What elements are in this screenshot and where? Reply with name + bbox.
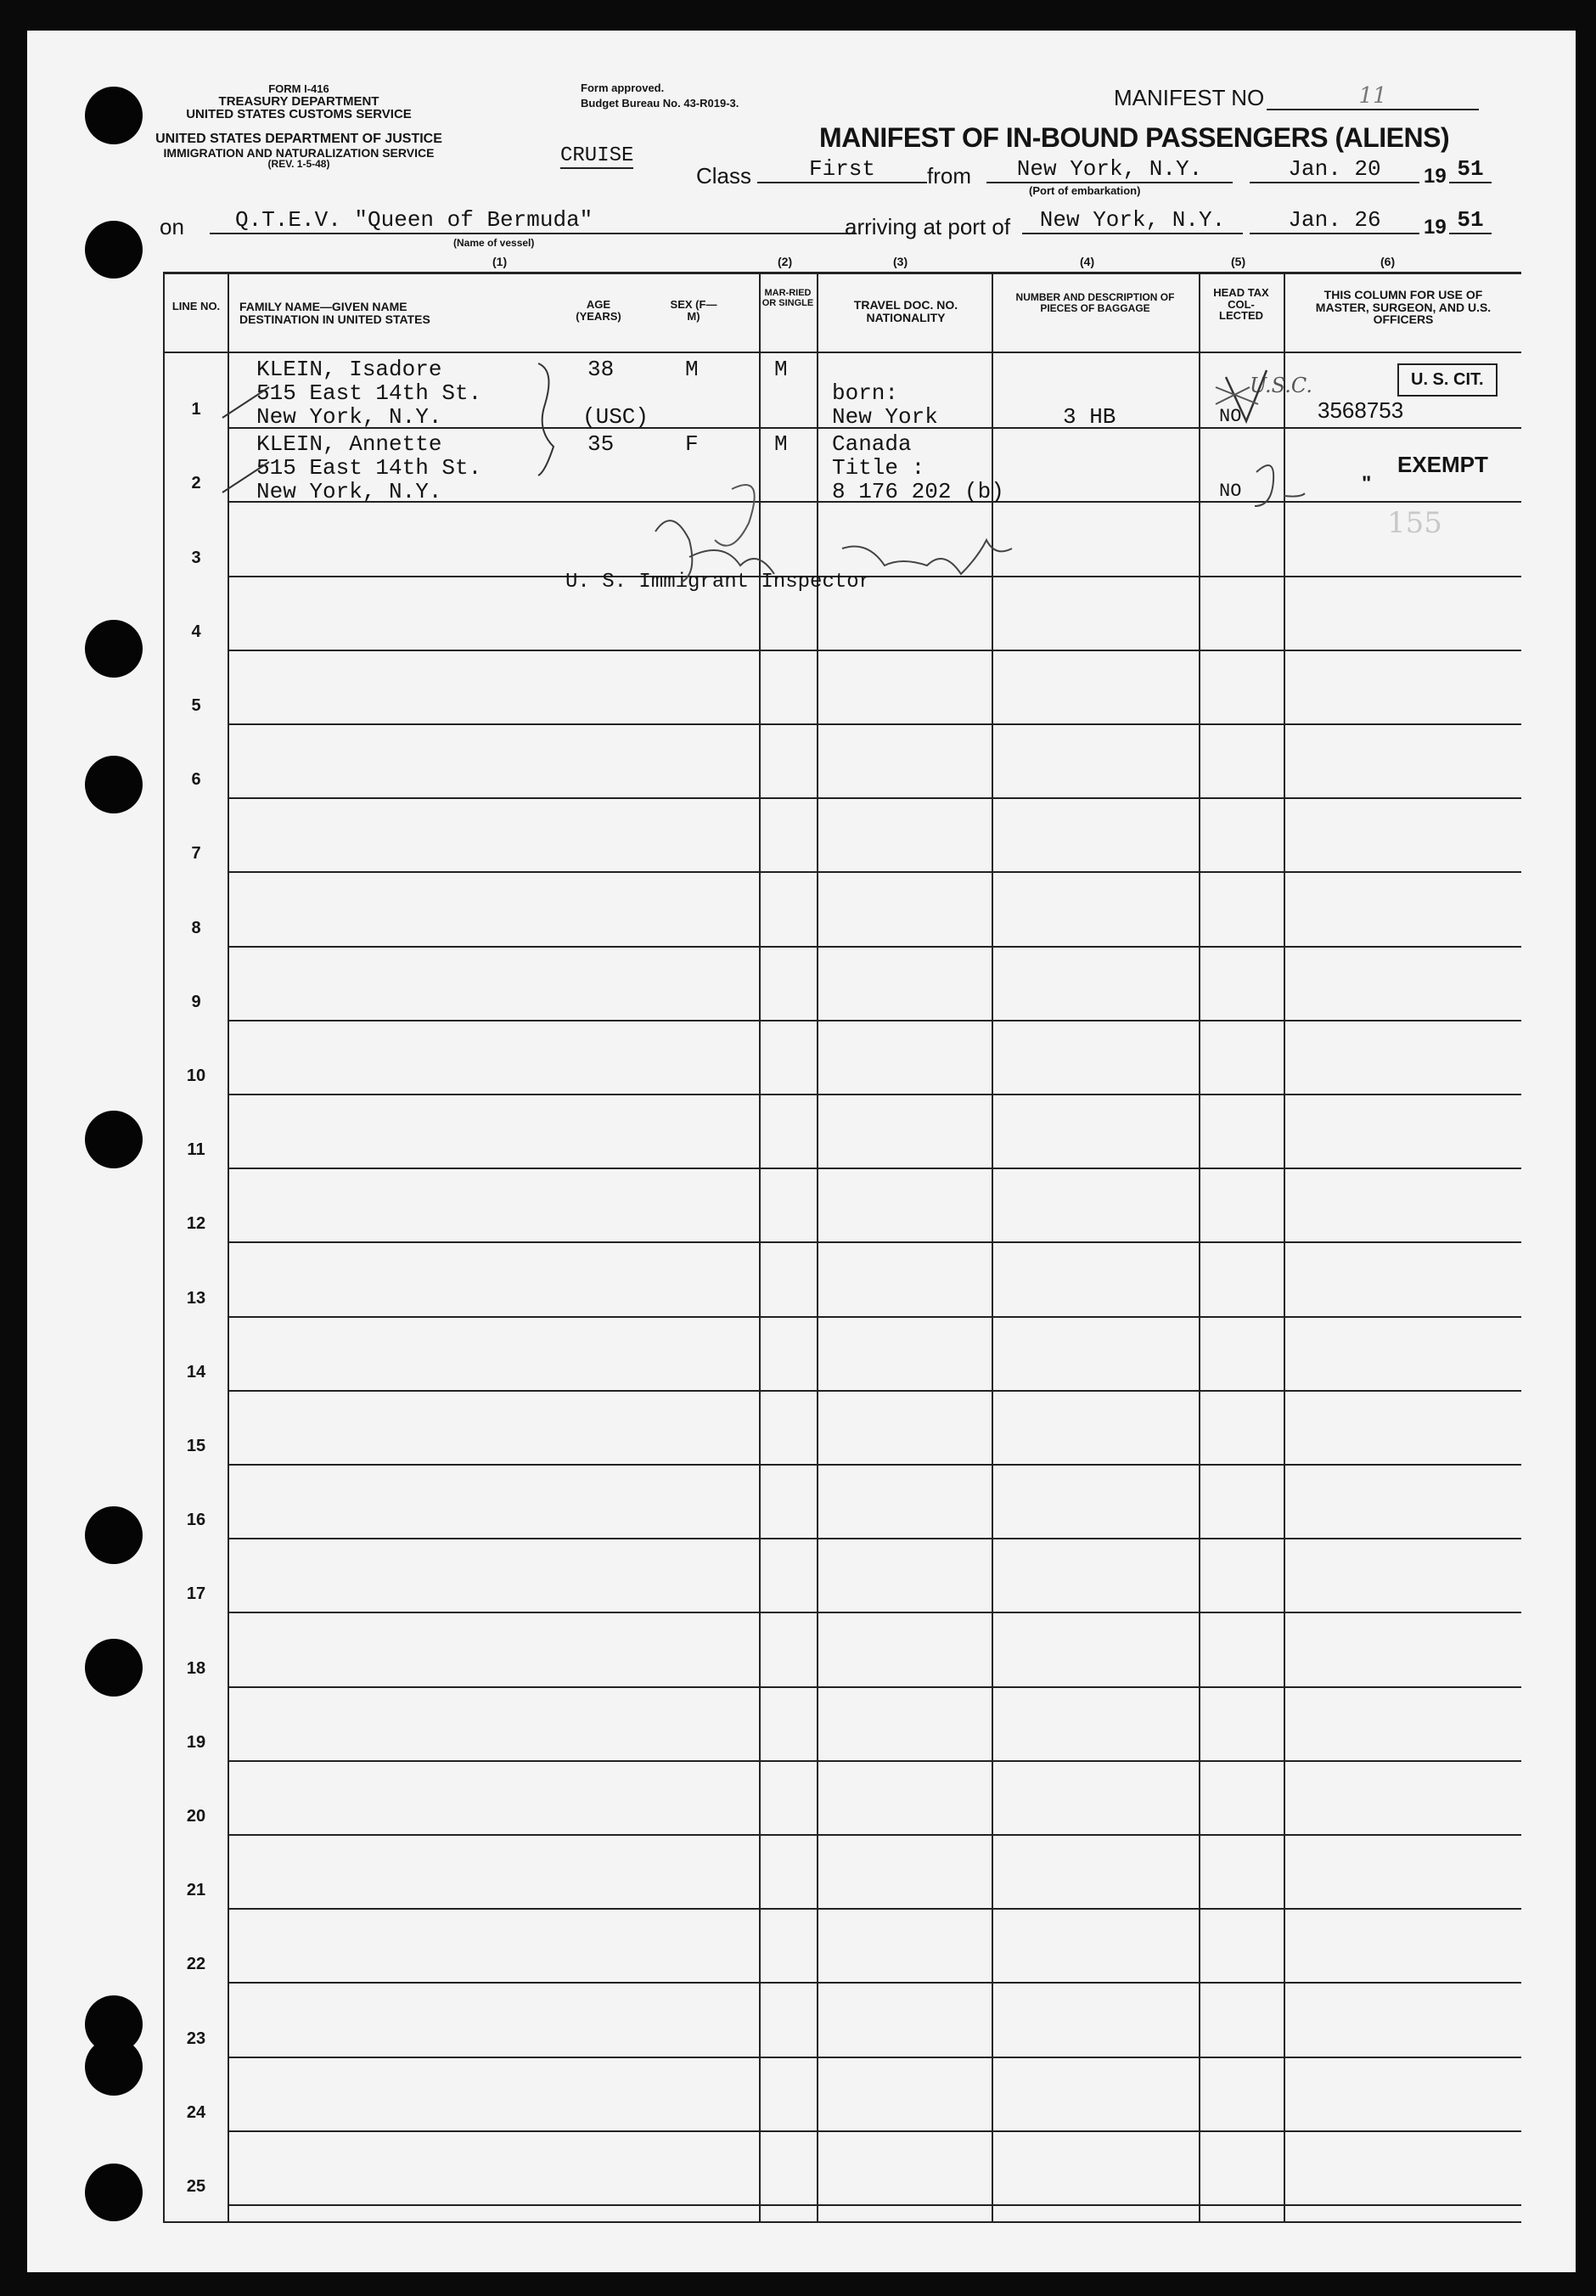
row1-officer: 3568753 [1318, 397, 1404, 423]
line-number: 9 [191, 992, 201, 1011]
row1-marital: M [774, 357, 788, 382]
line-number: 21 [186, 1881, 206, 1900]
binder-hole [85, 2038, 143, 2096]
inspector-signature [655, 521, 1012, 582]
hdr-age: AGE (YEARS) [576, 298, 621, 323]
arrive-date: Jan. 26 [1250, 207, 1419, 234]
row2-age: 35 [587, 431, 615, 457]
hdr-baggage: NUMBER AND DESCRIPTION OF PIECES OF BAGGAGE [1015, 291, 1175, 314]
row2-marital: M [774, 431, 788, 457]
row2-nine-mark [1255, 465, 1305, 506]
row2-doc-line2: Title : [832, 455, 925, 481]
row1-tax: NO [1219, 406, 1242, 427]
treasury-dept: TREASURY DEPARTMENT [218, 93, 379, 109]
row2-name: KLEIN, Annette [256, 431, 442, 457]
customs-service: UNITED STATES CUSTOMS SERVICE [186, 107, 412, 122]
line-number: 5 [191, 696, 201, 715]
col-num-2: (2) [778, 255, 793, 268]
row1-address: 515 East 14th St. [256, 380, 482, 406]
arriving-label: arriving at port of [845, 214, 1011, 239]
binder-hole [85, 1639, 143, 1697]
class-label: Class [696, 163, 752, 189]
line-number: 19 [186, 1732, 206, 1752]
binder-hole [85, 2164, 143, 2221]
class-value: First [757, 156, 927, 183]
from-label: from [927, 163, 971, 189]
depart-date: Jan. 20 [1250, 156, 1419, 183]
binder-hole [85, 221, 143, 279]
col-num-6: (6) [1380, 255, 1396, 268]
col-num-3: (3) [893, 255, 908, 268]
arrive-year: 51 [1449, 207, 1492, 234]
hdr-line-no: LINE NO. [171, 300, 221, 312]
binder-hole [85, 1111, 143, 1168]
revision-date: (REV. 1-5-48) [267, 158, 330, 171]
arrive-century: 19 [1424, 216, 1447, 239]
line-number: 17 [186, 1584, 206, 1604]
manifest-title: MANIFEST OF IN-BOUND PASSENGERS (ALIENS) [819, 122, 1450, 153]
handwritten-marks [27, 31, 1576, 2272]
ins-service: IMMIGRATION AND NATURALIZATION SERVICE [163, 145, 435, 160]
line-number: 18 [186, 1658, 206, 1678]
line-number: 14 [186, 1362, 206, 1382]
line-number: 10 [186, 1066, 206, 1085]
depart-year: 51 [1449, 156, 1492, 183]
col-num-5: (5) [1231, 255, 1246, 268]
hdr-married: MAR-RIED OR SINGLE [761, 288, 814, 308]
line-number: 15 [186, 1437, 206, 1455]
hdr-sex: SEX (F—M) [670, 298, 717, 323]
line-number: 23 [186, 2029, 206, 2048]
line-number: 3 [191, 548, 201, 567]
exempt-stamp: EXEMPT [1397, 452, 1488, 477]
line-number: 7 [191, 844, 201, 864]
row2-sex: F [685, 431, 699, 457]
line-number: 13 [186, 1288, 206, 1308]
line-number: 1 [191, 400, 201, 419]
hdr-travel: TRAVEL DOC. NO. NATIONALITY [853, 298, 958, 324]
row1-doc-line2: New York [832, 404, 938, 430]
check-note: U.S.C. [1250, 374, 1313, 397]
line-number: 11 [187, 1140, 205, 1160]
col-num-4: (4) [1080, 255, 1095, 268]
row2-tax: NO [1219, 481, 1242, 502]
row1-age-note: (USC) [582, 404, 649, 430]
binder-hole [85, 1506, 143, 1564]
row1-age: 38 [587, 357, 615, 382]
arrive-port: New York, N.Y. [1022, 207, 1243, 234]
binder-hole [85, 87, 143, 144]
hdr-officers: THIS COLUMN FOR USE OF MASTER, SURGEON, AND U.S. OFFICERS [1315, 288, 1492, 327]
binder-hole [85, 620, 143, 678]
manifest-no-label: MANIFEST NO [1114, 85, 1265, 110]
row2-city: New York, N.Y. [256, 479, 442, 504]
row2-doc-line3: 8 176 202 (b) [832, 479, 1004, 504]
line-number: 8 [191, 918, 201, 937]
on-label: on [160, 214, 184, 239]
line-number: 20 [186, 1807, 206, 1826]
line-number: 22 [186, 1955, 206, 1974]
line-number: 12 [186, 1214, 206, 1234]
from-value: New York, N.Y. [986, 156, 1233, 183]
line-number: 16 [186, 1511, 206, 1530]
signature-loop [715, 485, 755, 546]
hdr-name: FAMILY NAME—GIVEN NAME DESTINATION IN UNITED STATES [239, 300, 430, 326]
line-number: 2 [191, 474, 201, 493]
vessel-name: Q.T.E.V. "Queen of Bermuda" [210, 207, 855, 234]
row1-tick-mark [222, 387, 269, 418]
port-embark-caption: (Port of embarkation) [1029, 184, 1141, 197]
row2-doc-line1: Canada [832, 431, 912, 457]
row2-officer: " [1362, 472, 1372, 495]
cruise-label: CRUISE [560, 144, 634, 167]
col-num-1: (1) [492, 255, 508, 268]
row2-address: 515 East 14th St. [256, 455, 482, 481]
binder-hole [85, 756, 143, 813]
line-number: 4 [191, 622, 201, 641]
row2-tick-mark [222, 462, 269, 492]
depart-century: 19 [1424, 165, 1447, 188]
justice-dept: UNITED STATES DEPARTMENT OF JUSTICE [155, 132, 442, 146]
hdr-headtax: HEAD TAX COL-LECTED [1213, 286, 1269, 323]
form-number: FORM I-416 [268, 82, 329, 95]
line-number: 25 [186, 2177, 206, 2196]
us-cit-stamp: U. S. CIT. [1397, 363, 1498, 397]
manifest-page [27, 31, 1576, 2272]
row1-name: KLEIN, Isadore [256, 357, 442, 382]
line-number: 6 [191, 770, 201, 790]
vessel-caption: (Name of vessel) [453, 237, 535, 249]
family-bracket [538, 363, 554, 476]
row1-city: New York, N.Y. [256, 404, 442, 430]
inspector-line: U. S. Immigrant Inspector [565, 571, 872, 594]
row1-doc-line1: born: [832, 380, 899, 406]
row1-baggage: 3 HB [1063, 404, 1116, 430]
line-number: 24 [186, 2102, 206, 2122]
manifest-no-value: 11 [1267, 83, 1479, 110]
stamp-number: 155 [1387, 506, 1442, 540]
row1-sex: M [685, 357, 699, 382]
form-approved: Form approved. [581, 82, 665, 94]
budget-bureau: Budget Bureau No. 43-R019-3. [581, 97, 739, 110]
